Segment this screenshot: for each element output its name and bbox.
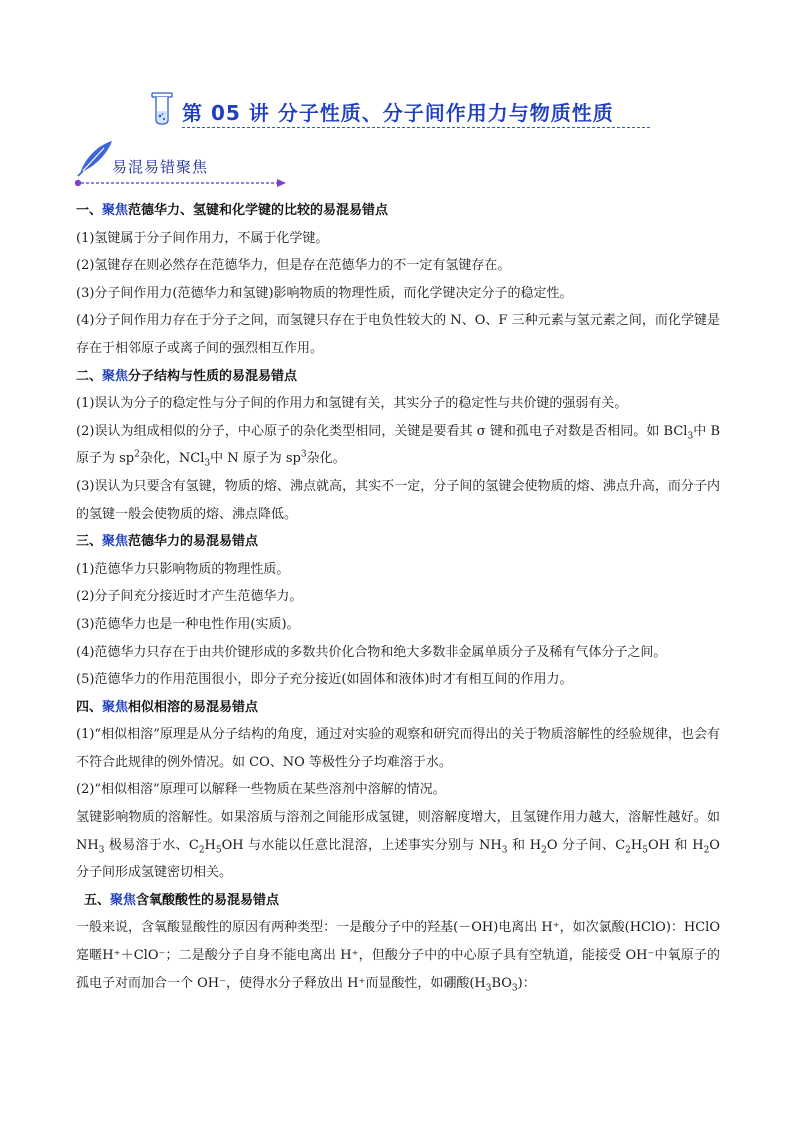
section-heading-1: 一、聚焦范德华力、氢键和化学键的比较的易混易错点	[76, 203, 389, 218]
paragraph: (2)氢键存在则必然存在范德华力，但是存在范德华力的不一定有氢键存在。	[76, 258, 511, 274]
section-banner	[74, 138, 289, 190]
paragraph: 氢键影响物质的溶解性。如果溶质与溶剂之间能形成氢键，则溶解度增大，且氢键作用力越大，溶解性越好。如 $NH_3$ 极易溶于水、$C_2H_5OH$ 与水能以任意比混溶，上述事实分别与 $NH_3$ 和 $H_2O$ 分子间、$C_2H_5OH$ 和 $H_2O$ 分子间形成氢键密切相关。	[76, 810, 720, 881]
paragraph: (2)分子间充分接近时才产生范德华力。	[76, 589, 303, 605]
feather-icon	[74, 138, 116, 178]
paragraph: 一般来说，含氧酸显酸性的原因有两种类型：一是酸分子中的羟基(－OH)电离出 H⁺，如次氯酸(HClO)：HClO 寔暱H⁺＋ClO⁻；二是酸分子自身不能电离出 H⁺，但酸分子中的中心原子具有空轨道，能接受 OH⁻中氧原子的孤电子对而加合一个 OH⁻，使得水分子释放出 H⁺而显酸性，如硼酸$(H_3BO_3)$：	[76, 920, 720, 994]
paragraph: (4)分子间作用力存在于分子之间，而氢键只存在于电负性较大的 N、O、F 三种元素与氢元素之间，而化学键是存在于相邻原子或离子间的强烈相互作用。	[76, 313, 720, 356]
paragraph: (1)范德华力只影响物质的物理性质。	[76, 561, 290, 577]
paragraph: (3)误认为只要含有氢键，物质的熔、沸点就高，其实不一定，分子间的氢键会使物质的熔、沸点升高，而分子内的氢键一般会使物质的熔、沸点降低。	[76, 478, 720, 522]
paragraph: (2)“相似相溶”原理可以解释一些物质在某些溶剂中溶解的情况。	[76, 782, 446, 798]
paragraph: (5)范德华力的作用范围很小，即分子充分接近(如固体和液体)时才有相互间的作用力。	[76, 672, 573, 688]
paragraph: (3)范德华力也是一种电性作用(实质)。	[76, 616, 300, 632]
document-body	[76, 197, 720, 997]
banner-label: 易混易错聚焦	[112, 158, 209, 176]
page-title: 第 05 讲 分子性质、分子间作用力与物质性质	[182, 101, 614, 125]
paragraph: (1)误认为分子的稳定性与分子间的作用力和氢键有关，其实分子的稳定性与共价键的强弱有关。	[76, 396, 628, 412]
section-heading-2: 二、聚焦分子结构与性质的易混易错点	[76, 368, 298, 384]
flask-icon	[148, 92, 176, 126]
section-heading-4: 四、聚焦相似相溶的易混易错点	[76, 699, 259, 715]
paragraph: (3)分子间作用力(范德华力和氢键)影响物质的物理性质，而化学键决定分子的稳定性。	[76, 285, 573, 301]
section-heading-5: 五、聚焦含氧酸酸性的易混易错点	[84, 892, 280, 908]
section-heading-3: 三、聚焦范德华力的易混易错点	[76, 534, 259, 550]
paragraph: (2)误认为组成相似的分子，中心原子的杂化类型相同，关键是要看其 σ 键和孤电子对数是否相同。如 BCl$_3$中 B 原子为 $sp^2$杂化，NCl$_3$中 N 原子为 $sp^3$杂化。	[76, 423, 720, 469]
paragraph: (1)“相似相溶”原理是从分子结构的角度，通过对实验的观察和研究而得出的关于物质溶解性的经验规律，也会有不符合此规律的例外情况。如 CO、NO 等极性分子均难溶于水。	[76, 727, 720, 770]
title-underline	[182, 127, 650, 128]
paragraph: (1)氢键属于分子间作用力，不属于化学键。	[76, 230, 329, 246]
title-block	[148, 92, 650, 134]
banner-arrow-line	[74, 178, 289, 188]
paragraph: (4)范德华力只存在于由共价键形成的多数共价化合物和绝大多数非金属单质分子及稀有气体分子之间。	[76, 644, 667, 660]
